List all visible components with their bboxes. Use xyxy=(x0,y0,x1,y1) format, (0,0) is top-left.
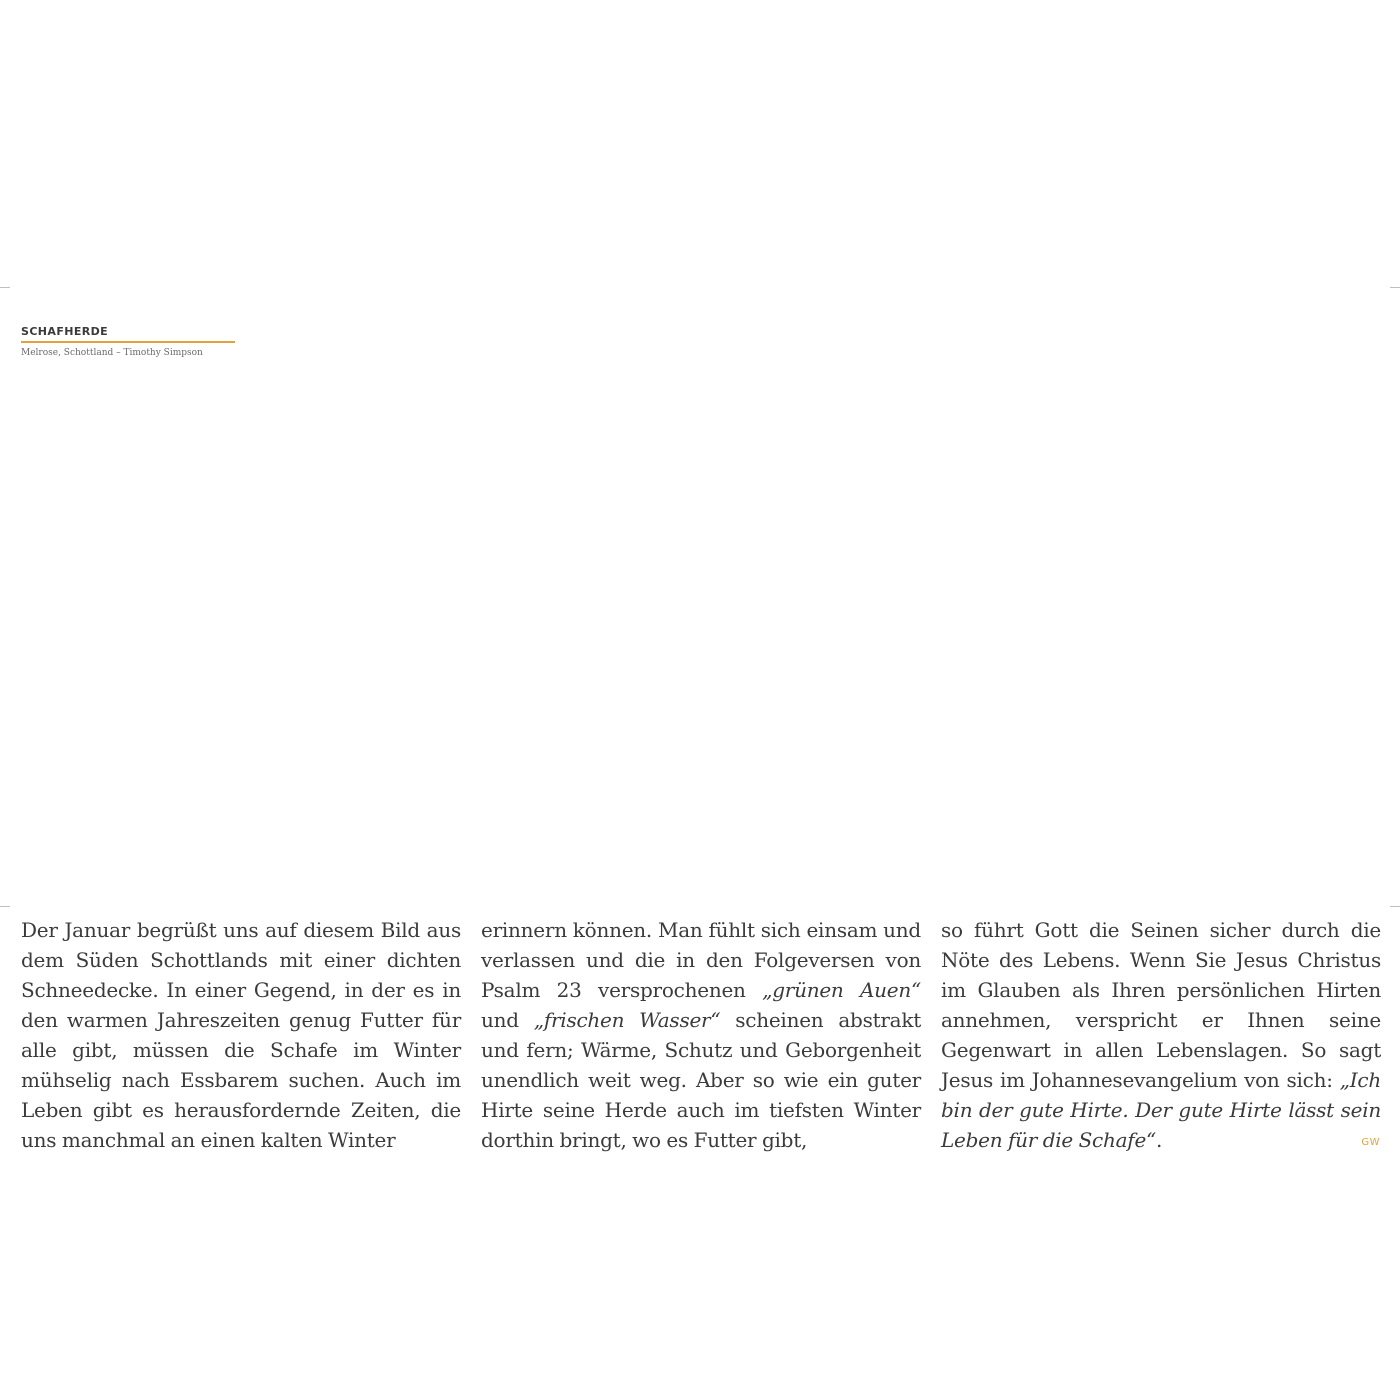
text-column-2 xyxy=(481,915,921,1155)
column-2-text-c: scheinen abstrakt und fern; Wärme, Schutz und Geborgenheit unendlich weit weg. Aber so wie ein guter Hirte seine Herde auch im tiefsten Winter dorthin bringt, wo es Futter gibt, xyxy=(481,1008,922,1152)
crop-mark-left-top xyxy=(0,287,10,288)
quote-frischen-wasser: „frischen Wasser“ xyxy=(533,1008,721,1032)
column-1-text: Der Januar begrüßt uns auf diesem Bild aus dem Süden Schottlands mit einer dichten Schneedecke. In einer Gegend, in der es in den warmen Jahreszeiten genug Futter für alle gibt, müssen die Schafe im Winter mühselig nach Essbarem suchen. Auch im Leben gibt es herausfordernde Zeiten, die uns manchmal an einen kalten Winter xyxy=(21,918,461,1152)
caption-title: SCHAFHERDE xyxy=(21,325,109,338)
text-column-3 xyxy=(941,915,1381,1155)
caption-subtitle: Melrose, Schottland – Timothy Simpson xyxy=(21,348,203,358)
column-2-text-a: erinnern können. Man fühlt sich einsam und verlassen und die in den Folgeversen von Psalm 23 versprochenen xyxy=(481,918,921,1002)
crop-mark-right-top xyxy=(1390,287,1400,288)
column-2-text-b: und xyxy=(481,1008,534,1032)
crop-mark-left-bottom xyxy=(0,906,10,907)
column-3-text-a: so führt Gott die Seinen sicher durch die Nöte des Lebens. Wenn Sie Jesus Christus im Glauben als Ihren persönlichen Hirten annehmen, verspricht er Ihnen seine Gegenwart in allen Lebenslagen. So sagt Jesus im Johannesevangelium von sich: xyxy=(941,918,1381,1092)
photo-caption xyxy=(21,325,235,360)
quote-guter-hirte: „Ich bin der gute Hirte. Der gute Hirte lässt sein Leben für die Schafe“ xyxy=(941,1068,1381,1152)
column-3-text-end: . xyxy=(1156,1128,1163,1152)
crop-mark-right-bottom xyxy=(1390,906,1400,907)
author-signature: GW xyxy=(1361,1137,1380,1148)
quote-gruenen-auen: „grünen Auen“ xyxy=(762,978,921,1002)
caption-rule xyxy=(21,341,235,343)
body-text xyxy=(21,915,1380,1165)
text-column-1 xyxy=(21,915,461,1155)
